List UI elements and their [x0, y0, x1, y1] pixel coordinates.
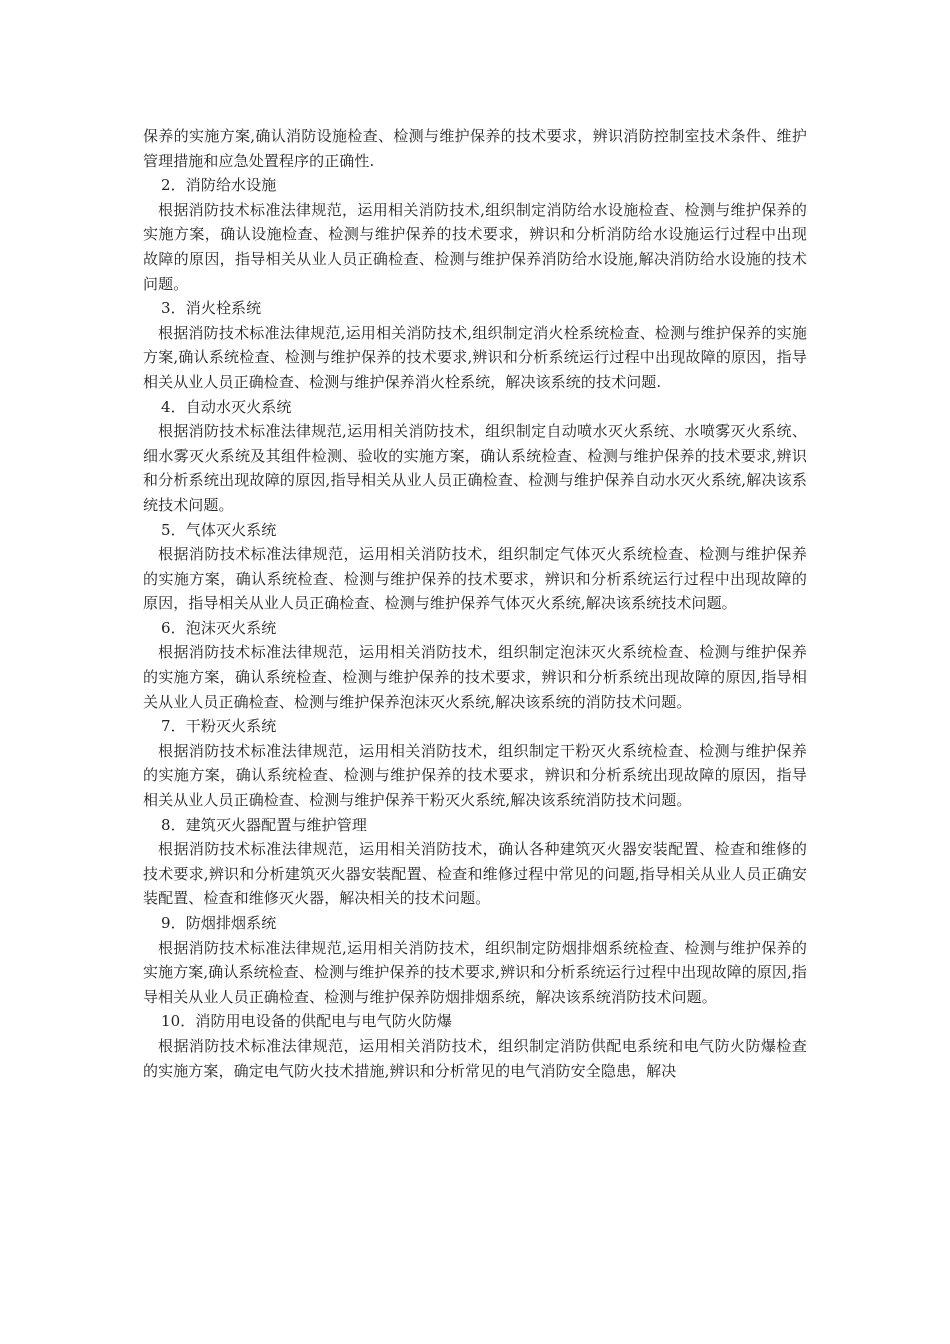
section-heading: 7．干粉灭火系统 [161, 717, 277, 736]
section-heading: 6．泡沫灭火系统 [161, 618, 277, 637]
section-body: 根据消防技术标准法律规范,运用相关消防技术，组织制定自动喷水灭火系统、水喷雾灭火系统、细水雾灭火系统及其组件检测、验收的实施方案，确认系统检查、检测与维护保养的技术要求,辨识和分析系统出现故障的原因,指导相关从业人员正确检查、检测与维护保养自动水灭火系统,解决该系统技术问题。 [143, 422, 807, 514]
section-10 [143, 1009, 807, 1083]
section-body: 根据消防技术标准法律规范，运用相关消防技术，确认各种建筑灭火器安装配置、检查和维修的技术要求,辨识和分析建筑灭火器安装配置、检查和维修过程中常见的问题,指导相关从业人员正确安装配置、检查和维修灭火器，解决相关的技术问题。 [143, 840, 807, 908]
section-2 [143, 173, 807, 296]
section-heading: 4．自动水灭火系统 [161, 397, 292, 416]
document-body [143, 124, 807, 1083]
section-body: 根据消防技术标准法律规范，运用相关消防技术，组织制定气体灭火系统检查、检测与维护保养的实施方案，确认系统检查、检测与维护保养的技术要求，辨识和分析系统运行过程中出现故障的原因，指导相关从业人员正确检查、检测与维护保养气体灭火系统,解决该系统技术问题。 [143, 545, 807, 613]
section-heading: 8．建筑灭火器配置与维护管理 [161, 815, 367, 834]
section-body: 根据消防技术标准法律规范，运用相关消防技术,组织制定消防给水设施检查、检测与维护保养的实施方案，确认设施检查、检测与维护保养的技术要求，辨识和分析消防给水设施运行过程中出现故障的原因，指导相关从业人员正确检查、检测与维护保养消防给水设施,解决消防给水设施的技术问题。 [143, 200, 807, 293]
section-heading: 5．气体灭火系统 [161, 520, 277, 539]
section-7 [143, 714, 807, 812]
section-body: 根据消防技术标准法律规范，运用相关消防技术，组织制定消防供配电系统和电气防火防爆检查的实施方案，确定电气防火技术措施,辨识和分析常见的电气消防安全隐患，解决 [143, 1036, 807, 1080]
section-body: 根据消防技术标准法律规范，运用相关消防技术，组织制定干粉灭火系统检查、检测与维护保养的实施方案，确认系统检查、检测与维护保养的技术要求，辨识和分析系统出现故障的原因，指导相关从业人员正确检查、检测与维护保养干粉灭火系统,解决该系统消防技术问题。 [143, 741, 807, 810]
section-8 [143, 813, 807, 911]
section-body: 根据消防技术标准法律规范,运用相关消防技术,组织制定消火栓系统检查、检测与维护保养的实施方案,确认系统检查、检测与维护保养的技术要求,辨识和分析系统运行过程中出现故障的原因，指导相关从业人员正确检查、检测与维护保养消火栓系统，解决该系统的技术问题. [143, 323, 807, 391]
section-4 [143, 395, 807, 518]
section-heading: 9．防烟排烟系统 [161, 914, 277, 932]
section-6 [143, 616, 807, 714]
section-body: 根据消防技术标准法律规范，运用相关消防技术，组织制定泡沫灭火系统检查、检测与维护保养的实施方案，确认系统检查、检测与维护保养的技术要求，辨识和分析系统出现故障的原因,指导相关从业人员正确检查、检测与维护保养泡沫灭火系统,解决该系统的消防技术问题。 [143, 643, 807, 711]
section-5 [143, 518, 807, 616]
section-body: 根据消防技术标准法律规范,运用相关消防技术，组织制定防烟排烟系统检查、检测与维护保养的实施方案,确认系统检查、检测与维护保养的技术要求,辨识和分析系统运行过程中出现故障的原因,指导相关从业人员正确检查、检测与维护保养防烟排烟系统，解决该系统消防技术问题。 [143, 938, 807, 1006]
section-heading: 10．消防用电设备的供配电与电气防火防爆 [161, 1012, 453, 1031]
section-heading: 2．消防给水设施 [161, 176, 277, 195]
section-heading: 3．消火栓系统 [161, 299, 262, 318]
section-3 [143, 296, 807, 394]
section-9 [143, 911, 807, 1009]
intro-paragraph: 保养的实施方案,确认消防设施检查、检测与维护保养的技术要求，辨识消防控制室技术条件、维护管理措施和应急处置程序的正确性. [143, 127, 807, 170]
